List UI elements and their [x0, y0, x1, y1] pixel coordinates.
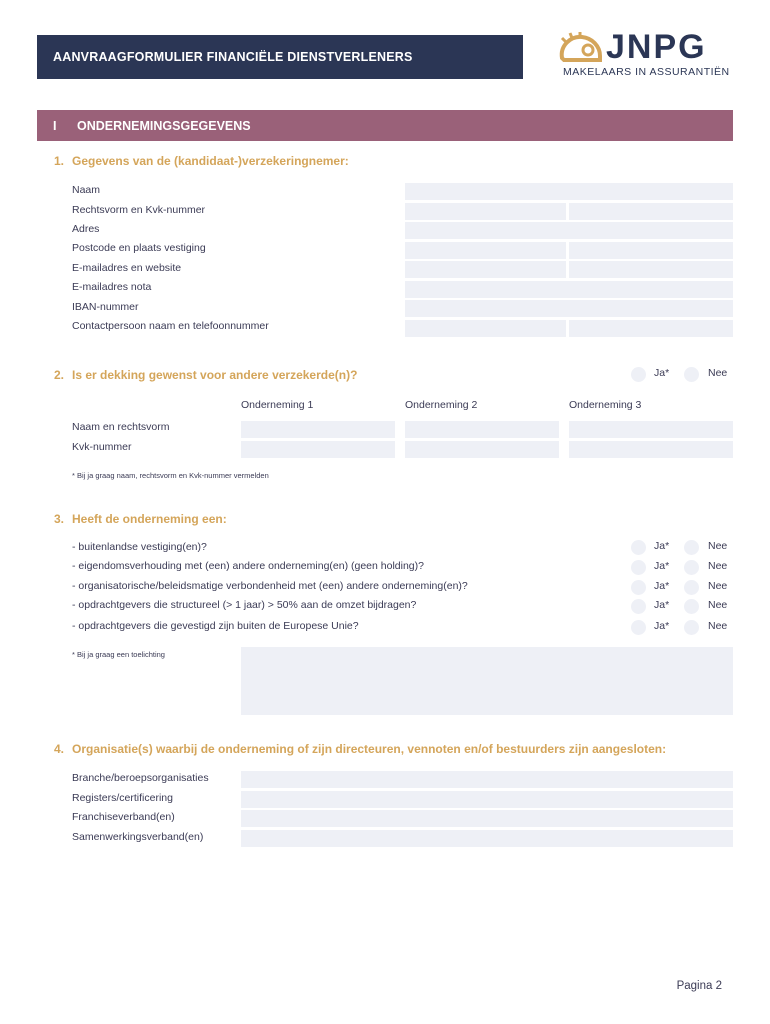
- q3-row1-no-radio[interactable]: [684, 540, 699, 555]
- q3-row3-yes-label: Ja*: [654, 580, 670, 592]
- q3-row5-yes-label: Ja*: [654, 620, 670, 632]
- email-nota-field[interactable]: [405, 281, 733, 298]
- q3-row5-no-label: Nee: [708, 620, 728, 632]
- q2-label-naam-rechtsvorm: Naam en rechtsvorm: [72, 421, 170, 433]
- logo-subtitle: MAKELAARS IN ASSURANTIËN: [563, 66, 730, 78]
- section-title: ONDERNEMINGSGEGEVENS: [77, 118, 251, 133]
- franchise-field[interactable]: [241, 810, 733, 827]
- q3-row5-yes-radio[interactable]: [631, 620, 646, 635]
- q3-row1-yes-radio[interactable]: [631, 540, 646, 555]
- q3-row2-no-radio[interactable]: [684, 560, 699, 575]
- form-title: AANVRAAGFORMULIER FINANCIËLE DIENSTVERLENERS: [53, 50, 413, 64]
- q4-label-branche: Branche/beroepsorganisaties: [72, 772, 209, 784]
- postcode-field[interactable]: [405, 242, 566, 259]
- column-onderneming-2: Onderneming 2: [405, 399, 478, 411]
- kvk-field[interactable]: [569, 203, 733, 220]
- q1-label-naam: Naam: [72, 184, 101, 196]
- q3-row-eigendomsverhouding: - eigendomsverhouding met (een) andere onderneming(en) (geen holding)?: [72, 560, 424, 572]
- q1-label-iban: IBAN-nummer: [72, 301, 139, 313]
- q3-row3-no-radio[interactable]: [684, 580, 699, 595]
- rechtsvorm-field[interactable]: [405, 203, 566, 220]
- q2-yes-label: Ja*: [654, 367, 670, 379]
- q3-row5-no-radio[interactable]: [684, 620, 699, 635]
- onderneming-1-naam-field[interactable]: [241, 421, 395, 438]
- q3-row3-yes-radio[interactable]: [631, 580, 646, 595]
- onderneming-2-naam-field[interactable]: [405, 421, 559, 438]
- q2-no-radio[interactable]: [684, 367, 699, 382]
- onderneming-3-kvk-field[interactable]: [569, 441, 733, 458]
- q4-label-registers: Registers/certificering: [72, 792, 173, 804]
- q3-footnote: * Bij ja graag een toelichting: [72, 650, 165, 659]
- registers-field[interactable]: [241, 791, 733, 808]
- hedgehog-logo-icon: [558, 32, 604, 66]
- website-field[interactable]: [569, 261, 733, 278]
- q3-row3-no-label: Nee: [708, 580, 728, 592]
- q2-footnote: * Bij ja graag naam, rechtsvorm en Kvk-nummer vermelden: [72, 471, 269, 480]
- column-onderneming-1: Onderneming 1: [241, 399, 314, 411]
- q3-row4-yes-label: Ja*: [654, 599, 670, 611]
- q3-row-buiten-eu: - opdrachtgevers die gevestigd zijn buiten de Europese Unie?: [72, 620, 359, 632]
- q3-row2-no-label: Nee: [708, 560, 728, 572]
- naam-field[interactable]: [405, 183, 733, 200]
- q3-row-buitenlandse-vestiging: - buitenlandse vestiging(en)?: [72, 541, 207, 553]
- q1-label-rechtsvorm: Rechtsvorm en Kvk-nummer: [72, 204, 206, 216]
- question-1-title: 1. Gegevens van de (kandidaat-)verzekeringnemer:: [54, 154, 349, 168]
- q2-no-label: Nee: [708, 367, 728, 379]
- section-header: [37, 110, 733, 141]
- section-number: I: [53, 118, 57, 133]
- q3-row2-yes-label: Ja*: [654, 560, 670, 572]
- question-4-title: 4. Organisatie(s) waarbij de onderneming of zijn directeuren, vennoten en/of bestuurders zijn aangesloten:: [54, 742, 667, 756]
- iban-field[interactable]: [405, 300, 733, 317]
- logo-name: JNPG: [606, 28, 707, 66]
- onderneming-3-naam-field[interactable]: [569, 421, 733, 438]
- q2-yes-radio[interactable]: [631, 367, 646, 382]
- plaats-field[interactable]: [569, 242, 733, 259]
- contact-telefoon-field[interactable]: [569, 320, 733, 337]
- q3-row4-no-label: Nee: [708, 599, 728, 611]
- column-onderneming-3: Onderneming 3: [569, 399, 642, 411]
- q4-label-samenwerking: Samenwerkingsverband(en): [72, 831, 204, 843]
- onderneming-1-kvk-field[interactable]: [241, 441, 395, 458]
- q3-row1-yes-label: Ja*: [654, 540, 670, 552]
- form-title-bar: [37, 35, 523, 79]
- q1-label-contactpersoon: Contactpersoon naam en telefoonnummer: [72, 320, 269, 332]
- question-2-title: 2. Is er dekking gewenst voor andere verzekerde(n)?: [54, 368, 358, 382]
- q3-row-opdrachtgevers-omzet: - opdrachtgevers die structureel (> 1 jaar) > 50% aan de omzet bijdragen?: [72, 599, 417, 611]
- samenwerking-field[interactable]: [241, 830, 733, 847]
- q3-row4-no-radio[interactable]: [684, 599, 699, 614]
- q3-row2-yes-radio[interactable]: [631, 560, 646, 575]
- onderneming-2-kvk-field[interactable]: [405, 441, 559, 458]
- q3-row4-yes-radio[interactable]: [631, 599, 646, 614]
- q3-row1-no-label: Nee: [708, 540, 728, 552]
- q2-label-kvk: Kvk-nummer: [72, 441, 132, 453]
- q1-label-postcode: Postcode en plaats vestiging: [72, 242, 206, 254]
- branche-field[interactable]: [241, 771, 733, 788]
- q3-row-verbondenheid: - organisatorische/beleidsmatige verbondenheid met (een) andere onderneming(en)?: [72, 580, 468, 592]
- email-field[interactable]: [405, 261, 566, 278]
- toelichting-textarea[interactable]: [241, 647, 733, 715]
- question-3-title: 3. Heeft de onderneming een:: [54, 512, 227, 526]
- q1-label-email-nota: E-mailadres nota: [72, 281, 152, 293]
- q1-label-email-website: E-mailadres en website: [72, 262, 182, 274]
- contact-naam-field[interactable]: [405, 320, 566, 337]
- page-number: Pagina 2: [676, 980, 722, 992]
- adres-field[interactable]: [405, 222, 733, 239]
- q1-label-adres: Adres: [72, 223, 100, 235]
- q4-label-franchise: Franchiseverband(en): [72, 811, 175, 823]
